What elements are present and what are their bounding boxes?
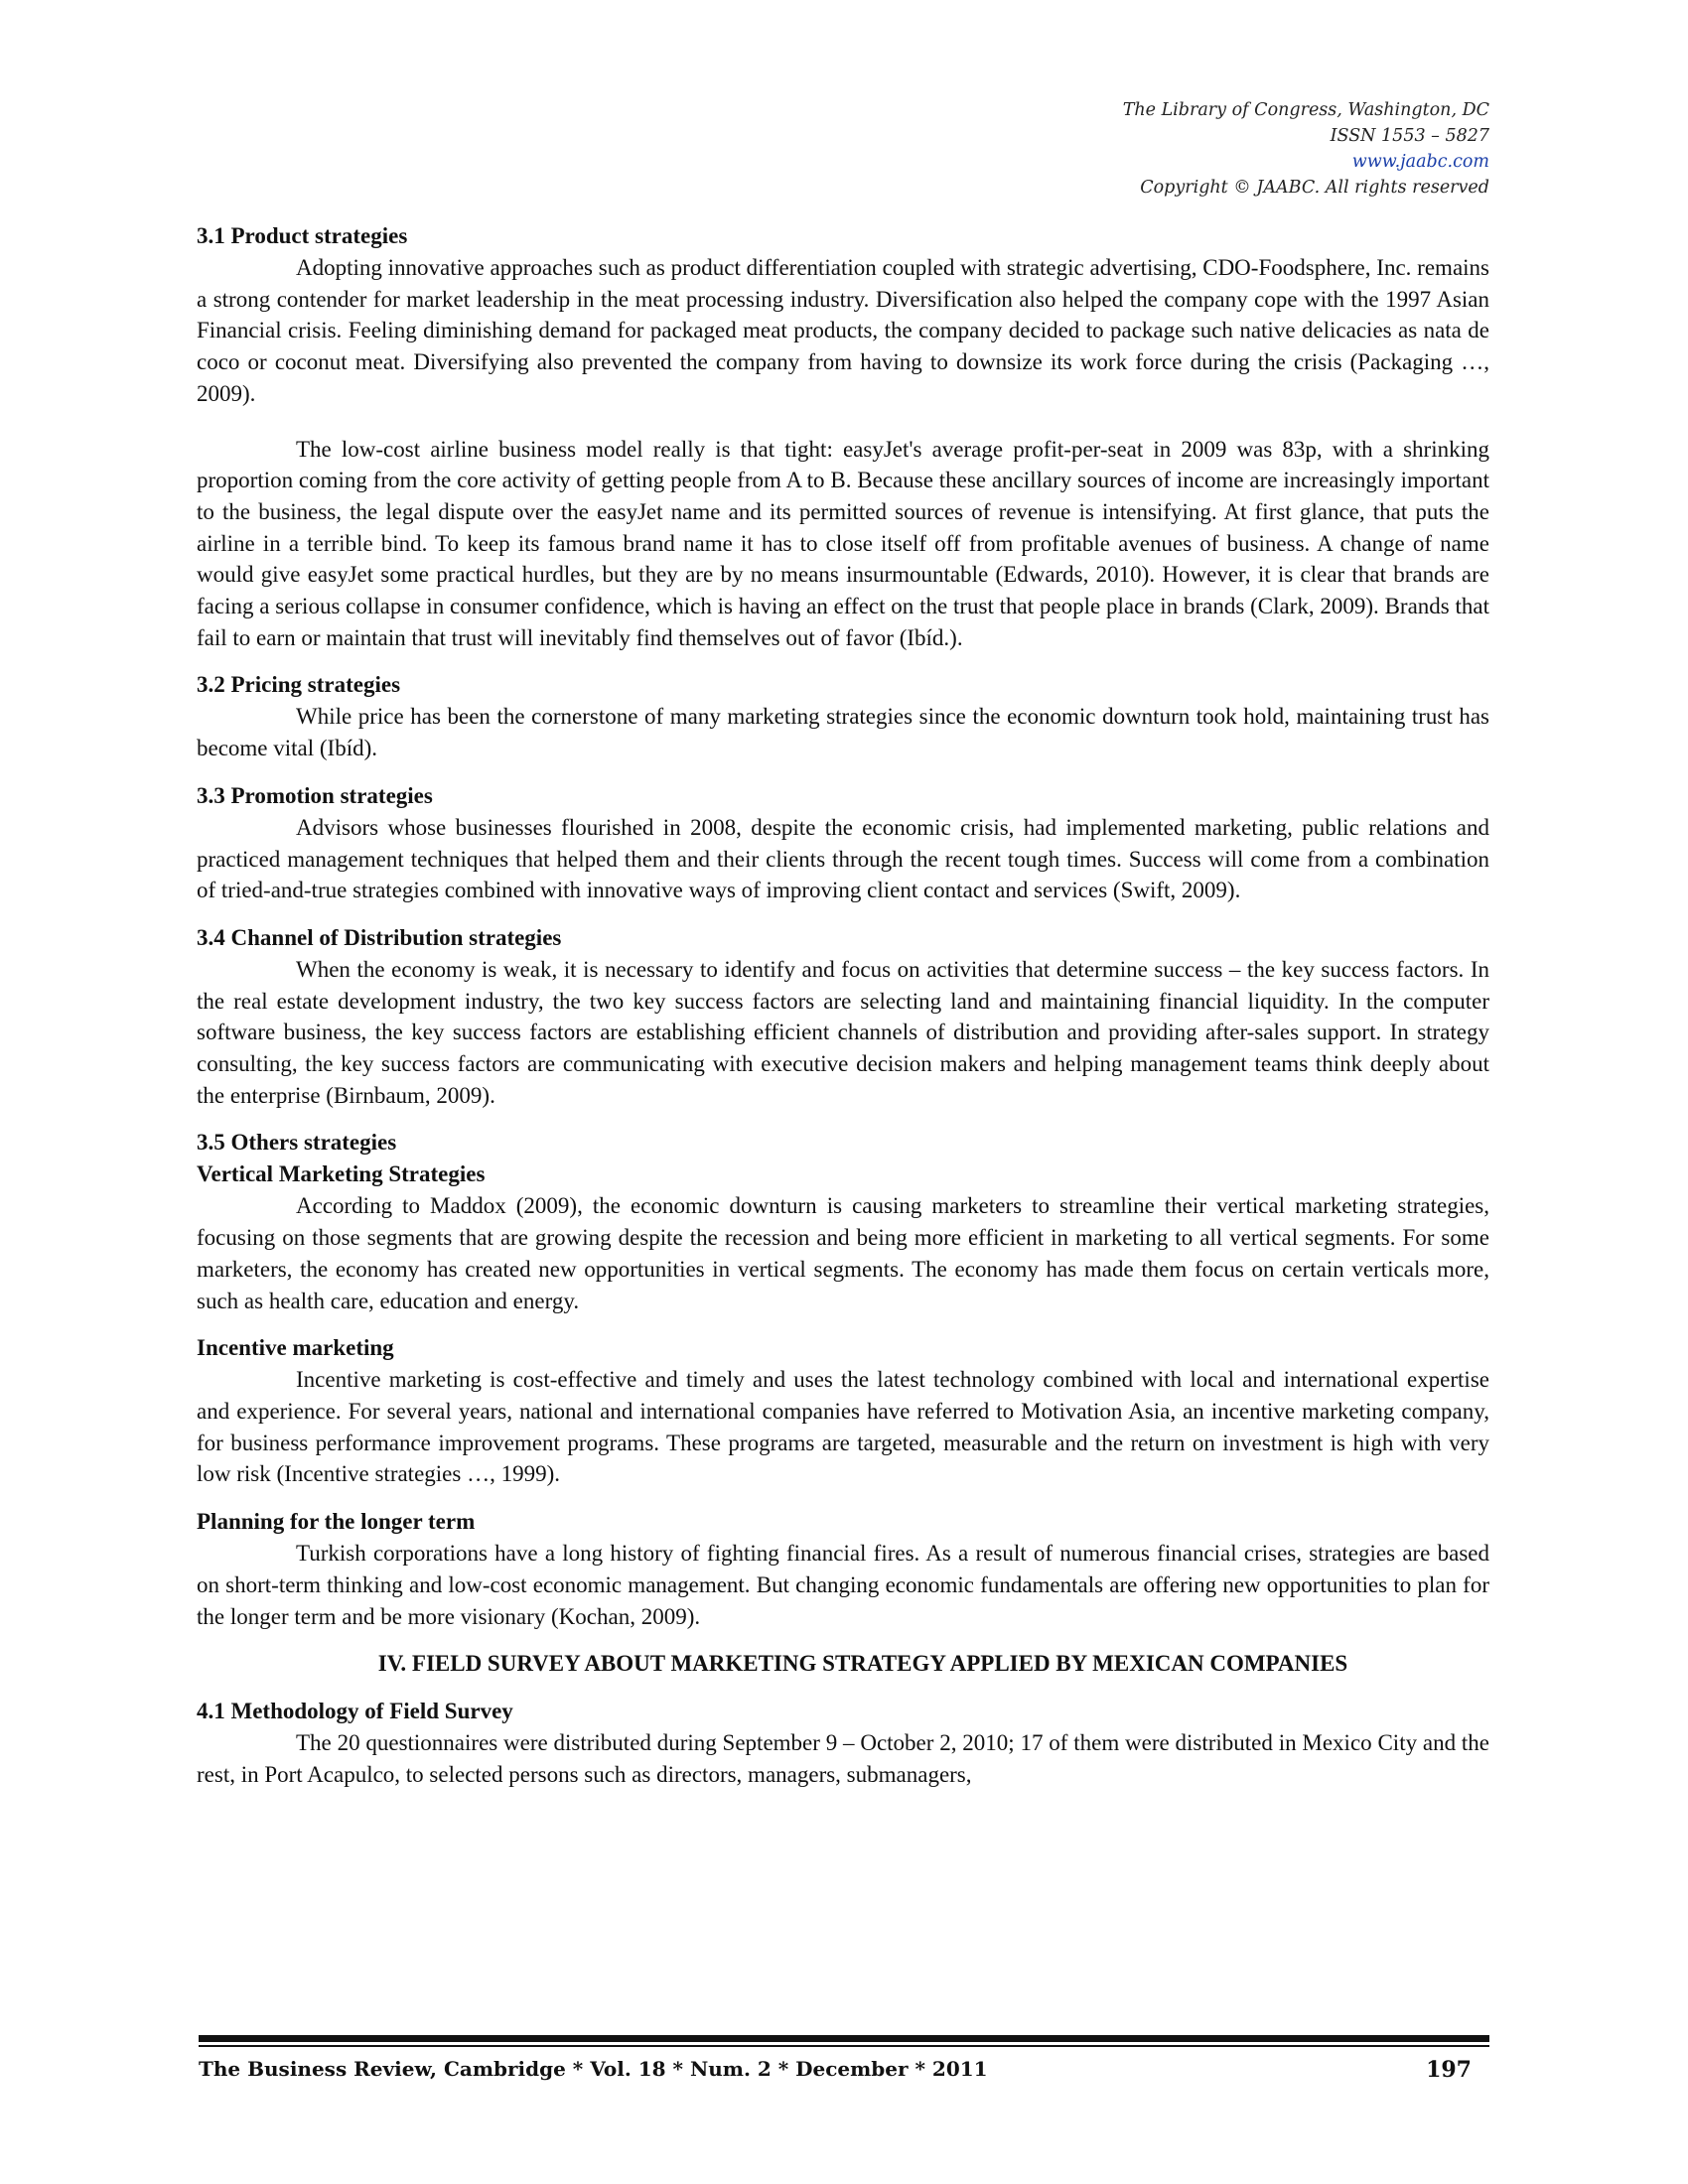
subsection-heading: Planning for the longer term <box>197 1509 476 1535</box>
chapter-heading: IV. FIELD SURVEY ABOUT MARKETING STRATEGY APPLIED BY MEXICAN COMPANIES <box>377 1651 1348 1677</box>
subsection-heading: Incentive marketing <box>197 1335 394 1361</box>
paragraph: Incentive marketing is cost-effective and timely and uses the latest technology combined with local and international expertise and experience. For several years, national and international companies have referred to Motivation Asia, an incentive marketing company, for business performance improvement programs. These programs are targeted, measurable and the return on investment is high with very low risk (Incentive strategies …, 1999). <box>197 1367 1489 1487</box>
article-body <box>197 220 1489 1791</box>
running-footer <box>199 2057 1489 2083</box>
section-heading: 3.1 Product strategies <box>197 223 408 248</box>
paragraph: While price has been the cornerstone of many marketing strategies since the economic downturn took hold, maintaining trust has become vital (Ibíd). <box>197 704 1489 761</box>
section-heading: 3.5 Others strategies <box>197 1130 397 1156</box>
header-copyright: Copyright © JAABC. All rights reserved <box>1140 178 1489 198</box>
header-website-link[interactable]: www.jaabc.com <box>1351 152 1489 172</box>
paragraph: The low-cost airline business model really is that tight: easyJet's average profit-per-seat in 2009 was 83p, with a shrinking proportion coming from the core activity of getting people from A to B. Because these ancillary sources of income are increasingly important to the business, the legal dispute over the easyJet name and its permitted sources of revenue is intensifying. At first glance, that puts the airline in a terrible bind. To keep its famous brand name it has to close itself off from profitable avenues of business. A change of name would give easyJet some practical hurdles, but they are by no means insurmountable (Edwards, 2010). However, it is clear that brands are facing a serious collapse in consumer confidence, which is having an effect on the trust that people place in brands (Clark, 2009). Brands that fail to earn or maintain that trust will inevitably find themselves out of favor (Ibíd.). <box>197 436 1489 650</box>
footer-journal-citation: The Business Review, Cambridge * Vol. 18 * Num. 2 * December * 2011 <box>199 2057 988 2081</box>
paragraph: According to Maddox (2009), the economic downturn is causing marketers to streamline their vertical marketing strategies, focusing on those segments that are growing despite the recession and being more efficient in marketing to all vertical segments. For some marketers, the economy has created new opportunities in vertical segments. The economy has made them focus on certain verticals more, such as health care, education and energy. <box>197 1193 1489 1313</box>
paragraph: Advisors whose businesses flourished in 2008, despite the economic crisis, had implemented marketing, public relations and practiced management techniques that helped them and their clients through the recent tough times. Success will come from a combination of tried-and-true strategies combined with innovative ways of improving client contact and services (Swift, 2009). <box>197 814 1489 903</box>
paragraph: Turkish corporations have a long history of fighting financial fires. As a result of numerous financial crises, strategies are based on short-term thinking and low-cost economic management. But changing economic fundamentals are offering new opportunities to plan for the longer term and be more visionary (Kochan, 2009). <box>197 1541 1489 1629</box>
subsection-heading: Vertical Marketing Strategies <box>197 1161 486 1187</box>
paragraph: When the economy is weak, it is necessary to identify and focus on activities that determine success – the key success factors. In the real estate development industry, the two key success factors are selecting land and maintaining financial liquidity. In the computer software business, the key success factors are establishing efficient channels of distribution and providing after-sales support. In strategy consulting, the key success factors are communicating with executive decision makers and helping management teams think deeply about the enterprise (Birnbaum, 2009). <box>197 956 1489 1108</box>
footer-divider <box>199 2035 1489 2047</box>
section-heading: 3.3 Promotion strategies <box>197 782 433 808</box>
running-header <box>1123 97 1489 201</box>
section-heading: 3.2 Pricing strategies <box>197 672 401 698</box>
header-issn: ISSN 1553 – 5827 <box>1330 126 1489 146</box>
page-number: 197 <box>1426 2057 1472 2083</box>
section-heading: 4.1 Methodology of Field Survey <box>197 1699 513 1724</box>
header-library: The Library of Congress, Washington, DC <box>1122 100 1489 120</box>
paragraph: The 20 questionnaires were distributed during September 9 – October 2, 2010; 17 of them were distributed in Mexico City and the rest, in Port Acapulco, to selected persons such as directors, managers, submanagers, <box>197 1730 1489 1787</box>
section-heading: 3.4 Channel of Distribution strategies <box>197 924 562 950</box>
paragraph: Adopting innovative approaches such as product differentiation coupled with strategic advertising, CDO-Foodsphere, Inc. remains a strong contender for market leadership in the meat processing industry. Diversification also helped the company cope with the 1997 Asian Financial crisis. Feeling diminishing demand for packaged meat products, the company decided to package such native delicacies as nata de coco or coconut meat. Diversifying also prevented the company from having to downsize its work force during the crisis (Packaging …, 2009). <box>197 255 1489 406</box>
